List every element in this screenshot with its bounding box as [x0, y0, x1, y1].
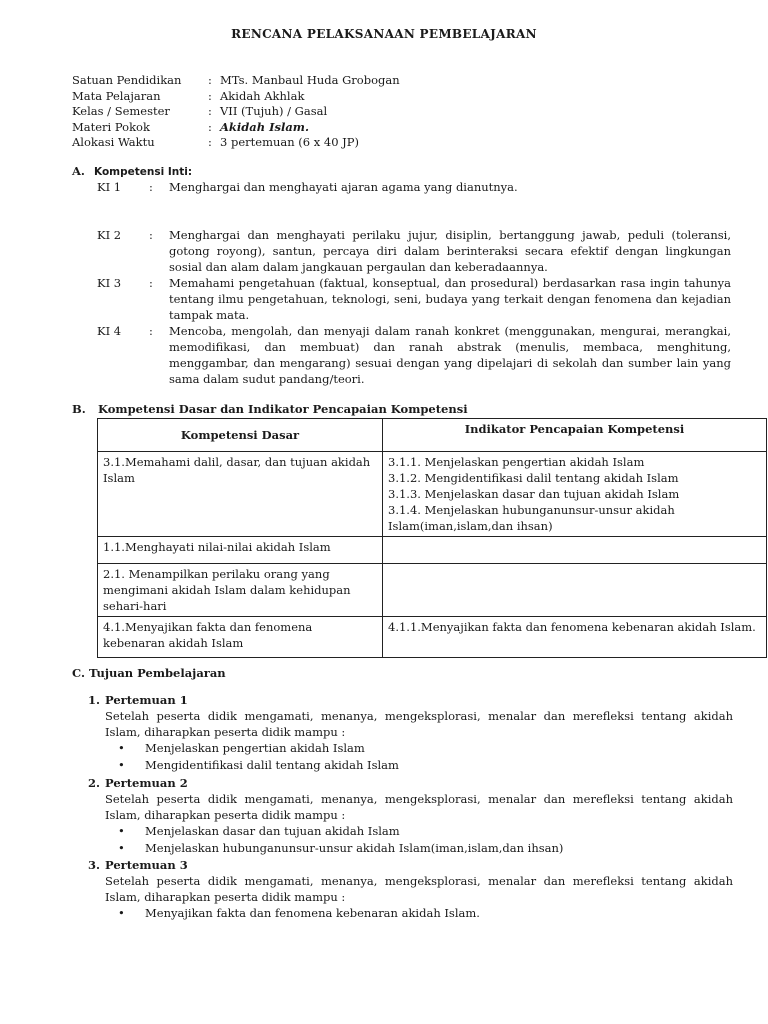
- meeting-intro: Setelah peserta didik mengamati, menanya, mengeksplorasi, menalar dan merefleksi tentang akidah Islam, diharapkan peserta didik mampu :: [105, 792, 733, 822]
- colon: :: [149, 228, 153, 242]
- colon: :: [149, 324, 153, 338]
- indicator-item: 4.1.1.Menyajikan fakta dan fenomena kebenaran akidah Islam.: [388, 620, 756, 634]
- ki-code: KI 4: [97, 324, 122, 338]
- kd-cell: 1.1.Menghayati nilai-nilai akidah Islam: [98, 537, 383, 564]
- indicator-cell: [383, 537, 767, 564]
- colon: :: [208, 135, 212, 149]
- objective-list: [88, 905, 733, 922]
- meeting-number: 1.: [88, 693, 101, 707]
- page-title: RENCANA PELAKSANAAN PEMBELAJARAN: [231, 27, 537, 41]
- section-c-heading: [72, 664, 742, 682]
- identity-row: [72, 135, 712, 151]
- indicator-cell: [383, 617, 767, 658]
- bullet-icon: •: [118, 741, 125, 755]
- colon: :: [149, 180, 153, 194]
- ki-item: [97, 323, 731, 387]
- identity-value: Akidah Islam.: [220, 119, 309, 134]
- identity-row: [72, 73, 712, 89]
- colon: :: [208, 104, 212, 118]
- meeting-block: [88, 692, 733, 773]
- ki-item: [97, 275, 731, 323]
- meeting-title: Pertemuan 1: [105, 693, 188, 707]
- section-title: Kompetensi Inti:: [94, 166, 193, 178]
- list-item: [118, 757, 733, 774]
- objective-list: [88, 740, 733, 773]
- meeting-intro: Setelah peserta didik mengamati, menanya, mengeksplorasi, menalar dan merefleksi tentang akidah Islam, diharapkan peserta didik mampu :: [105, 709, 733, 739]
- ki-text: Mencoba, mengolah, dan menyaji dalam ranah konkret (menggunakan, mengurai, merangkai, memodifikasi, dan membuat) dan ranah abstrak (menulis, membaca, menghitung, menggambar, dan mengarang) sesuai dengan yang dipelajari di sekolah dan sumber lain yang sama dalam sudut pandang/teori.: [169, 324, 731, 386]
- kd-cell: 3.1.Memahami dalil, dasar, dan tujuan akidah Islam: [98, 452, 383, 537]
- colon: :: [208, 119, 212, 134]
- section-b-heading: [72, 400, 742, 418]
- identity-label: Mata Pelajaran: [72, 88, 161, 103]
- meeting-number: 2.: [88, 776, 101, 790]
- ki-text: Memahami pengetahuan (faktual, konseptual, dan prosedural) berdasarkan rasa ingin tahunya tentang ilmu pengetahuan, teknologi, seni, budaya yang terkait dengan fenomena dan kejadian tampak mata.: [169, 276, 731, 322]
- objective-list: [88, 823, 733, 856]
- ki-item: [97, 227, 731, 275]
- identity-value: MTs. Manbaul Huda Grobogan: [220, 73, 400, 87]
- identity-label: Kelas / Semester: [72, 104, 170, 118]
- list-item: [118, 740, 733, 757]
- colon: :: [208, 88, 212, 103]
- bullet-icon: •: [118, 757, 125, 772]
- objective-text: Menjelaskan pengertian akidah Islam: [145, 741, 365, 755]
- identity-label: Satuan Pendidikan: [72, 73, 182, 87]
- identity-row: [72, 89, 712, 105]
- indicator-cell: [383, 564, 767, 617]
- identity-row: [72, 104, 712, 120]
- section-letter: B.: [72, 402, 86, 416]
- colon: :: [149, 276, 153, 290]
- meeting-title: Pertemuan 2: [105, 776, 188, 790]
- identity-block: [72, 73, 712, 151]
- ki-text: Menghargai dan menghayati ajaran agama yang dianutnya.: [169, 180, 518, 194]
- section-title: C. Tujuan Pembelajaran: [72, 666, 226, 680]
- bullet-icon: •: [118, 840, 125, 855]
- meeting-number: 3.: [88, 858, 101, 872]
- section-letter: A.: [72, 164, 85, 178]
- kd-cell: 4.1.Menyajikan fakta dan fenomena kebenaran akidah Islam: [98, 617, 383, 658]
- objective-text: Mengidentifikasi dalil tentang akidah Islam: [145, 757, 399, 772]
- identity-value: VII (Tujuh) / Gasal: [220, 104, 328, 118]
- objective-text: Menyajikan fakta dan fenomena kebenaran akidah Islam.: [145, 906, 480, 920]
- indicator-item: 3.1.1. Menjelaskan pengertian akidah Islam: [388, 455, 645, 469]
- list-item: [118, 823, 733, 840]
- meeting-block: [88, 857, 733, 922]
- indicator-item: 3.1.4. Menjelaskan hubunganunsur-unsur akidah Islam(iman,islam,dan ihsan): [388, 503, 675, 533]
- identity-value: 3 pertemuan (6 x 40 JP): [220, 135, 360, 149]
- table-header-row: [98, 419, 767, 452]
- table-row: [98, 537, 767, 564]
- meeting-intro: Setelah peserta didik mengamati, menanya, mengeksplorasi, menalar dan merefleksi tentang akidah Islam, diharapkan peserta didik mampu :: [105, 874, 733, 904]
- ki-code: KI 1: [97, 180, 122, 194]
- identity-label: Materi Pokok: [72, 119, 150, 134]
- competency-table: [97, 418, 767, 658]
- table-header: Indikator Pencapaian Kompetensi: [383, 419, 767, 452]
- bullet-icon: •: [118, 906, 125, 920]
- meeting-block: [88, 775, 733, 856]
- section-title: Kompetensi Dasar dan Indikator Pencapaian Kompetensi: [98, 402, 468, 416]
- indicator-item: 3.1.2. Mengidentifikasi dalil tentang akidah Islam: [388, 471, 679, 485]
- objective-text: Menjelaskan dasar dan tujuan akidah Islam: [145, 824, 400, 838]
- indicator-item: 3.1.3. Menjelaskan dasar dan tujuan akidah Islam: [388, 487, 680, 501]
- section-a-heading: [72, 162, 732, 180]
- kd-cell: 2.1. Menampilkan perilaku orang yang mengimani akidah Islam dalam kehidupan sehari-hari: [98, 564, 383, 617]
- list-item: [118, 840, 733, 857]
- table-row: [98, 617, 767, 658]
- identity-row: [72, 120, 712, 136]
- table-row: [98, 452, 767, 537]
- list-item: [118, 905, 733, 922]
- ki-text: Menghargai dan menghayati perilaku jujur, disiplin, bertanggung jawab, peduli (toleransi, gotong royong), santun, percaya diri dalam berinteraksi secara efektif dengan lingkungan sosial dan alam dalam jangkauan pergaulan dan keberadaannya.: [169, 228, 731, 274]
- meeting-title: Pertemuan 3: [105, 858, 188, 872]
- objective-text: Menjelaskan hubunganunsur-unsur akidah Islam(iman,islam,dan ihsan): [145, 840, 564, 855]
- table-row: [98, 564, 767, 617]
- ki-item: [97, 179, 731, 195]
- identity-label: Alokasi Waktu: [72, 135, 155, 149]
- colon: :: [208, 73, 212, 87]
- indicator-cell: [383, 452, 767, 537]
- ki-code: KI 3: [97, 276, 122, 290]
- ki-code: KI 2: [97, 228, 122, 242]
- identity-value: Akidah Akhlak: [220, 88, 305, 103]
- bullet-icon: •: [118, 824, 125, 838]
- table-header: Kompetensi Dasar: [98, 419, 383, 452]
